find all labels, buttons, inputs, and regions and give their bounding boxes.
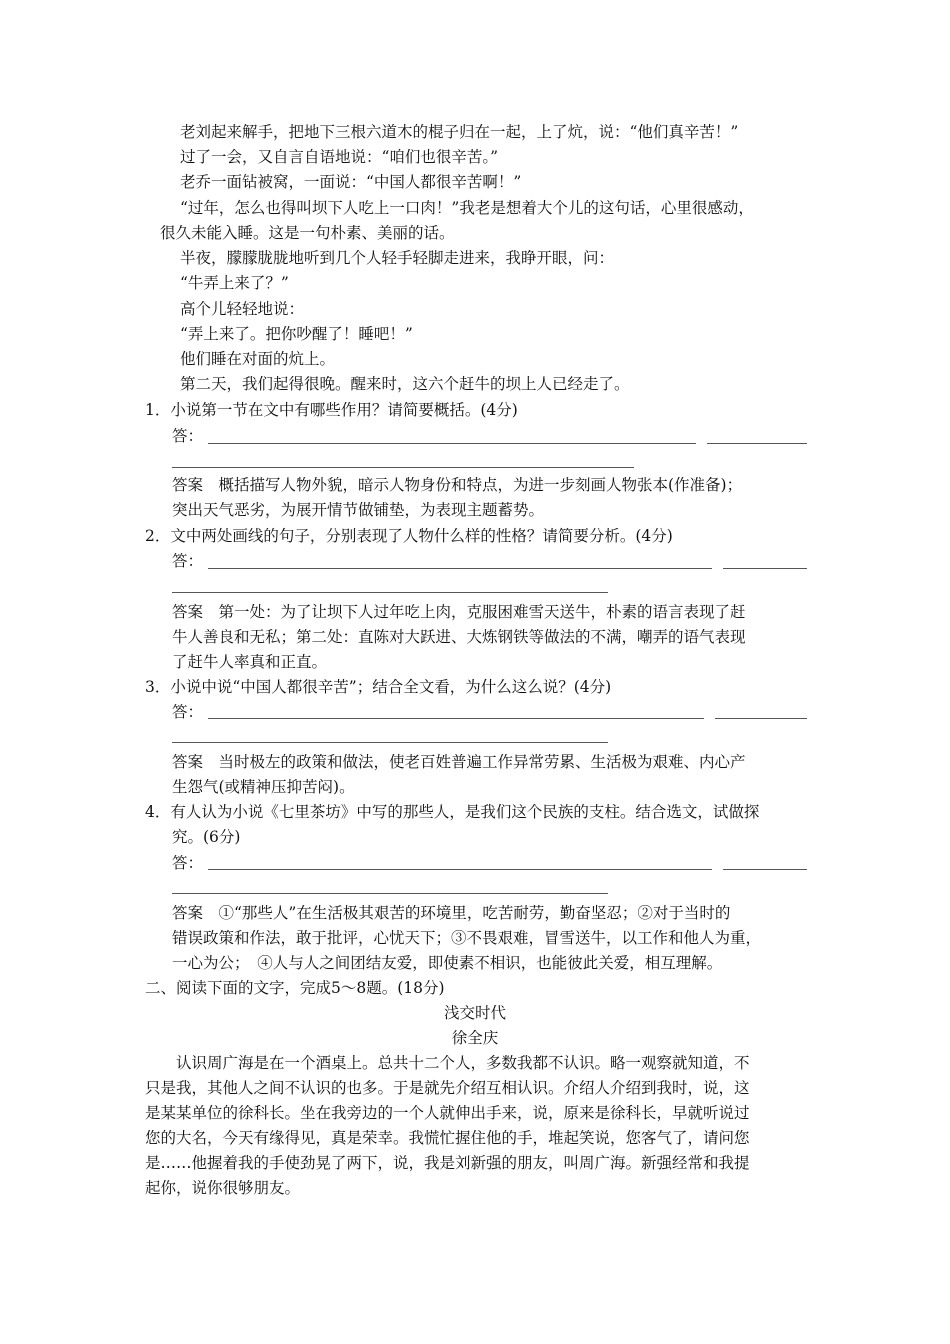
question-3: 3．小说中说“中国人都很辛苦”；结合全文看，为什么这么说？(4分) xyxy=(145,678,612,696)
answer-blank-line xyxy=(208,443,696,444)
story-line: “弄上来了。把你吵醒了！睡吧！” xyxy=(180,325,413,343)
story-line: 很久未能入睡。这是一句朴素、美丽的话。 xyxy=(160,224,455,242)
answer-blank-line xyxy=(208,568,712,569)
question-4-cont: 究。(6分) xyxy=(172,828,241,846)
answer-key: 生怨气(或精神压抑苦闷)。 xyxy=(172,778,355,796)
answer-key: 错误政策和作法，敢于批评，心忧天下；③不畏艰难，冒雪送牛，以工作和他人为重， xyxy=(172,929,762,947)
answer-blank-line xyxy=(172,467,634,468)
answer-blank-line xyxy=(723,568,807,569)
answer-blank-line xyxy=(172,742,608,743)
story-line: 第二天，我们起得很晚。醒来时，这六个赶牛的坝上人已经走了。 xyxy=(180,375,630,393)
answer-key: 了赶牛人率真和正直。 xyxy=(172,653,328,671)
article-line: 认识周广海是在一个酒桌上。总共十二个人，多数我都不认识。略一观察就知道，不 xyxy=(176,1054,750,1072)
story-line: 老乔一面钻被窝，一面说：“中国人都很辛苦啊！” xyxy=(180,173,522,191)
answer-key: 牛人善良和无私；第二处：直陈对大跃进、大炼钢铁等做法的不满，嘲弄的语气表现 xyxy=(172,628,746,646)
story-line: “过年，怎么也得叫坝下人吃上一口肉！”我老是想着大个儿的这句话，心里很感动， xyxy=(180,199,754,217)
answer-key: 一心为公； ④人与人之间团结友爱，即使素不相识，也能彼此关爱，相互理解。 xyxy=(172,954,723,972)
answer-label: 答： xyxy=(172,703,204,721)
story-line: 过了一会，又自言自语地说：“咱们也很辛苦。” xyxy=(180,148,499,166)
article-title: 浅交时代 xyxy=(443,1004,506,1022)
answer-blank-line xyxy=(172,893,608,894)
article-line: 您的大名，今天有缘得见，真是荣幸。我慌忙握住他的手，堆起笑说，您客气了，请问您 xyxy=(145,1129,750,1147)
answer-label: 答： xyxy=(172,854,204,872)
question-4: 4．有人认为小说《七里茶坊》中写的那些人，是我们这个民族的支柱。结合选文，试做探 xyxy=(145,803,760,821)
answer-key: 答案 概括描写人物外貌，暗示人物身份和特点，为进一步刻画人物张本(作准备)； xyxy=(172,476,743,494)
story-line: “牛弄上来了？” xyxy=(180,274,289,292)
answer-blank-line xyxy=(707,443,807,444)
answer-label: 答： xyxy=(172,427,204,445)
answer-key: 突出天气恶劣，为展开情节做铺垫，为表现主题蓄势。 xyxy=(172,501,545,519)
question-1: 1．小说第一节在文中有哪些作用？请简要概括。(4分) xyxy=(145,401,518,419)
answer-blank-line xyxy=(208,718,704,719)
article-line: 是某某单位的徐科长。坐在我旁边的一个人就伸出手来，说，原来是徐科长，早就听说过 xyxy=(145,1104,750,1122)
answer-key: 答案 第一处：为了让坝下人过年吃上肉，克服困难雪天送牛，朴素的语言表现了赶 xyxy=(172,603,746,621)
article-line: 只是我，其他人之间不认识的也多。于是就先介绍互相认识。介绍人介绍到我时，说，这 xyxy=(145,1079,750,1097)
article-line: 起你，说你很够朋友。 xyxy=(145,1179,301,1197)
question-2: 2．文中两处画线的句子，分别表现了人物什么样的性格？请简要分析。(4分) xyxy=(145,527,673,545)
answer-blank-line xyxy=(208,869,712,870)
answer-key: 答案 ①“那些人”在生活极其艰苦的环境里，吃苦耐劳，勤奋坚忍；②对于当时的 xyxy=(172,904,731,922)
story-line: 老刘起来解手，把地下三根六道木的棍子归在一起，上了炕，说：“他们真辛苦！” xyxy=(180,123,739,141)
story-line: 半夜，朦朦胧胧地听到几个人轻手轻脚走进来，我睁开眼，问： xyxy=(180,249,615,267)
story-line: 高个儿轻轻地说： xyxy=(180,300,305,318)
section-heading: 二、阅读下面的文字，完成5～8题。(18分) xyxy=(145,979,445,997)
answer-blank-line xyxy=(715,718,807,719)
article-author: 徐全庆 xyxy=(451,1029,499,1047)
answer-label: 答： xyxy=(172,552,204,570)
answer-blank-line xyxy=(723,869,807,870)
article-line: 是……他握着我的手使劲晃了两下，说，我是刘新强的朋友，叫周广海。新强经常和我提 xyxy=(145,1154,750,1172)
story-line: 他们睡在对面的炕上。 xyxy=(180,350,336,368)
answer-blank-line xyxy=(172,592,608,593)
answer-key: 答案 当时极左的政策和做法，使老百姓普遍工作异常劳累、生活极为艰难、内心产 xyxy=(172,753,746,771)
